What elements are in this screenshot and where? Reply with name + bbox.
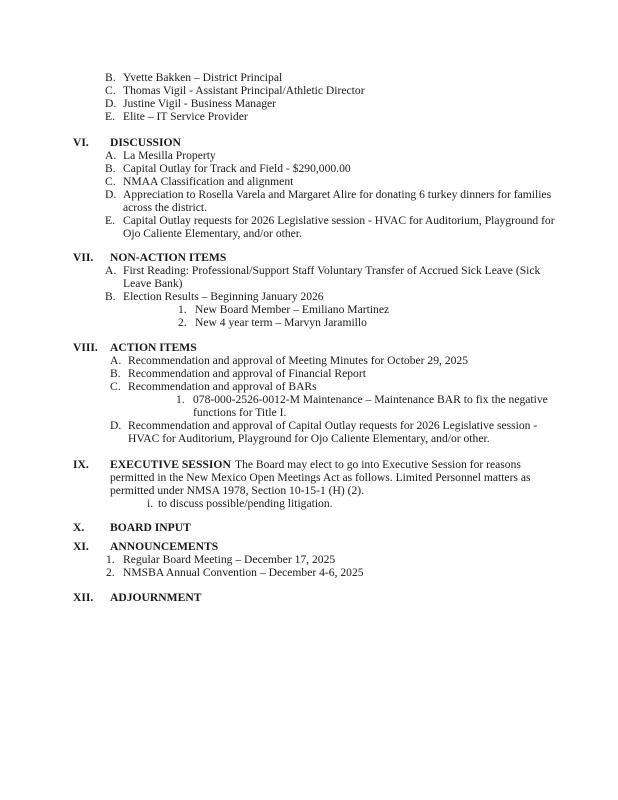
- list-marker: 1.: [178, 303, 187, 316]
- staff-item: Elite – IT Service Provider: [123, 110, 248, 123]
- section-heading-announcements: ANNOUNCEMENTS: [110, 540, 219, 553]
- list-marker: C.: [110, 380, 121, 393]
- section-numeral: VIII.: [73, 341, 98, 354]
- action-item-continued: HVAC for Auditorium, Playground for Ojo Caliente Elementary, and/or other.: [128, 432, 490, 445]
- discussion-item: Appreciation to Rosella Varela and Margaret Alire for donating 6 turkey dinners for families: [123, 188, 552, 201]
- list-marker: B.: [110, 367, 121, 380]
- discussion-item-continued: Ojo Caliente Elementary, and/or other.: [123, 227, 302, 240]
- executive-text: permitted in the New Mexico Open Meetings Act as follows. Limited Personnel matters as: [110, 471, 531, 484]
- list-marker: B.: [105, 162, 116, 175]
- list-marker: B.: [105, 71, 116, 84]
- section-heading-adjournment: ADJOURNMENT: [110, 591, 202, 604]
- staff-item: Yvette Bakken – District Principal: [123, 71, 283, 84]
- action-item: Recommendation and approval of Capital Outlay requests for 2026 Legislative session -: [128, 419, 538, 432]
- section-numeral: VI.: [73, 136, 89, 149]
- section-numeral: VII.: [73, 251, 94, 264]
- executive-subitem: to discuss possible/pending litigation.: [158, 497, 333, 510]
- discussion-item-continued: across the district.: [123, 201, 208, 214]
- announcement-item: NMSBA Annual Convention – December 4-6, 2025: [123, 566, 364, 579]
- list-marker: D.: [110, 419, 122, 432]
- non-action-item-continued: Leave Bank): [123, 277, 183, 290]
- section-numeral: XII.: [73, 591, 94, 604]
- action-item: Recommendation and approval of Financial Report: [128, 367, 366, 380]
- section-heading-discussion: DISCUSSION: [110, 136, 181, 149]
- list-marker: 2.: [106, 566, 115, 579]
- action-item: Recommendation and approval of BARs: [128, 380, 317, 393]
- list-marker: A.: [110, 354, 122, 367]
- discussion-item: La Mesilla Property: [123, 149, 216, 162]
- section-heading-action: ACTION ITEMS: [110, 341, 197, 354]
- section-heading-executive: EXECUTIVE SESSION: [110, 458, 231, 471]
- staff-item: Thomas Vigil - Assistant Principal/Athletic Director: [123, 84, 365, 97]
- list-marker: B.: [105, 290, 116, 303]
- executive-text: permitted under NMSA 1978, Section 10-15-1 (H) (2).: [110, 484, 365, 497]
- list-marker: D.: [105, 97, 117, 110]
- election-subitem: New 4 year term – Marvyn Jaramillo: [195, 316, 367, 329]
- list-marker: E.: [105, 214, 115, 227]
- list-marker: E.: [105, 110, 115, 123]
- action-item: Recommendation and approval of Meeting Minutes for October 29, 2025: [128, 354, 469, 367]
- list-marker: 1.: [106, 553, 115, 566]
- section-numeral: IX.: [73, 458, 89, 471]
- list-marker: C.: [105, 175, 116, 188]
- section-heading-board-input: BOARD INPUT: [110, 521, 191, 534]
- list-marker: C.: [105, 84, 116, 97]
- discussion-item: NMAA Classification and alignment: [123, 175, 294, 188]
- bar-subitem: 078-000-2526-0012-M Maintenance – Maintenance BAR to fix the negative: [193, 393, 548, 406]
- discussion-item: Capital Outlay for Track and Field - $290,000.00: [123, 162, 351, 175]
- list-marker: D.: [105, 188, 117, 201]
- list-marker: i.: [147, 497, 154, 510]
- executive-text: The Board may elect to go into Executive Session for reasons: [235, 458, 521, 471]
- list-marker: A.: [105, 264, 117, 277]
- non-action-item: Election Results – Beginning January 2026: [123, 290, 324, 303]
- section-numeral: XI.: [73, 540, 89, 553]
- list-marker: A.: [105, 149, 117, 162]
- discussion-item: Capital Outlay requests for 2026 Legislative session - HVAC for Auditorium, Playground for: [123, 214, 555, 227]
- bar-subitem-continued: functions for Title I.: [193, 406, 287, 419]
- election-subitem: New Board Member – Emiliano Martinez: [195, 303, 390, 316]
- section-numeral: X.: [73, 521, 85, 534]
- list-marker: 2.: [178, 316, 187, 329]
- non-action-item: First Reading: Professional/Support Staff Voluntary Transfer of Accrued Sick Leave (Sick: [123, 264, 541, 277]
- section-heading-non-action: NON-ACTION ITEMS: [110, 251, 227, 264]
- announcement-item: Regular Board Meeting – December 17, 2025: [123, 553, 336, 566]
- staff-item: Justine Vigil - Business Manager: [123, 97, 277, 110]
- list-marker: 1.: [176, 393, 185, 406]
